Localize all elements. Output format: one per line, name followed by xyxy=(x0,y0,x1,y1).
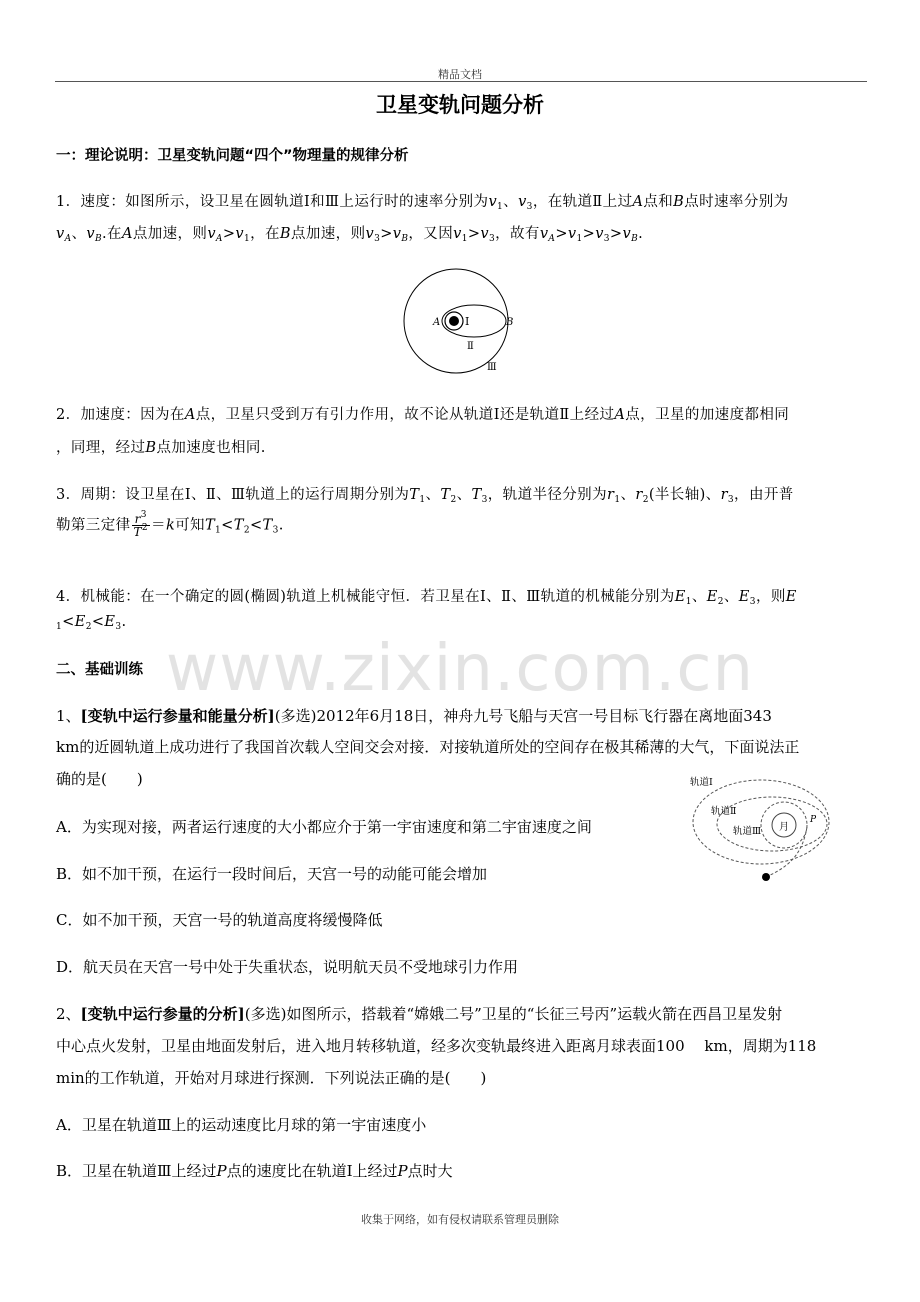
spacecraft-icon xyxy=(762,873,770,881)
page-header-label: 精品文档 xyxy=(438,68,482,81)
item3-line2: 勒第三定律 $\frac{r^3}{T^2}$ ＝k可知$T_1<T_2<T_3$. xyxy=(56,510,284,539)
point-p-label: P xyxy=(810,815,817,825)
item2-line1: 2．加速度：因为在A点，卫星只受到万有引力作用，故不论从轨道Ⅰ还是轨道Ⅱ上经过A点，卫星的加速度都相同 xyxy=(56,407,790,423)
header-divider xyxy=(55,81,867,82)
document-title: 卫星变轨问题分析 xyxy=(376,93,544,117)
section2-heading: 二、基础训练 xyxy=(56,662,143,678)
moon-orbit-diagram xyxy=(686,772,836,898)
q2-line1: 2、[变轨中运行参量的分析](多选)如图所示，搭载着“嫦娥二号”卫星的“长征三号丙”运载火箭在西昌卫星发射 xyxy=(56,1005,783,1023)
q1-option-a: A．为实现对接，两者运行速度的大小都应介于第一宇宙速度和第二宇宙速度之间 xyxy=(56,818,592,836)
item4-line2: $_1<E_2<E_3$. xyxy=(56,614,127,632)
transfer-trajectory xyxy=(766,827,807,877)
q1-option-b: B．如不加干预，在运行一段时间后，天宫一号的动能可能会增加 xyxy=(56,865,488,883)
orbit-1-ellipse xyxy=(693,780,829,864)
orbit-2-label: 轨道Ⅱ xyxy=(711,806,737,817)
orbit-2-label: Ⅱ xyxy=(467,341,474,352)
orbit-3-label: 轨道Ⅲ xyxy=(733,826,762,837)
item4-line1: 4．机械能：在一个确定的圆(椭圆)轨道上机械能守恒．若卫星在Ⅰ、Ⅱ、Ⅲ轨道的机械能分别为$E_1$、$E_2$、$E_3$，则E xyxy=(56,589,797,607)
q1-line1: 1、[变轨中运行参量和能量分析](多选)2012年6月18日，神舟九号飞船与天宫一号目标飞行器在离地面343 xyxy=(56,707,772,725)
q2-line2: 中心点火发射，卫星由地面发射后，进入地月转移轨道，经多次变轨最终进入距离月球表面100 km，周期为118 xyxy=(56,1037,817,1055)
q1-line2: km的近圆轨道上成功进行了我国首次载人空间交会对接．对接轨道所处的空间存在极其稀薄的大气，下面说法正 xyxy=(56,738,800,756)
section1-heading: 一：理论说明：卫星变轨问题“四个”物理量的规律分析 xyxy=(56,148,409,164)
orbit-diagram xyxy=(398,266,524,376)
q2-option-a: A．卫星在轨道Ⅲ上的运动速度比月球的第一宇宙速度小 xyxy=(56,1116,427,1134)
q2-line3: min的工作轨道，开始对月球进行探测．下列说法正确的是( ) xyxy=(56,1069,487,1087)
item1-line2: $v_A$、$v_B$.在A点加速，则$v_A>v_1$，在B点加速，则$v_3>v_B$，又因$v_1>v_3$，故有$v_A>v_1>v_3>v_B$. xyxy=(56,226,644,244)
orbit-3-label: Ⅲ xyxy=(487,362,497,373)
kepler-fraction: $\frac{r^3}{T^2}$ xyxy=(133,510,149,539)
earth-icon xyxy=(449,316,459,326)
point-a-label: A xyxy=(433,317,441,328)
item2-line2: ，同理，经过B点加速度也相同. xyxy=(56,440,266,456)
watermark: www.zixin.com.cn xyxy=(165,632,755,706)
moon-label: 月 xyxy=(779,822,789,833)
q1-option-c: C．如不加干预，天宫一号的轨道高度将缓慢降低 xyxy=(56,911,383,929)
orbit-1-label: Ⅰ xyxy=(465,315,470,328)
page-footer: 收集于网络，如有侵权请联系管理员删除 xyxy=(361,1213,559,1226)
item3-line1: 3．周期：设卫星在Ⅰ、Ⅱ、Ⅲ轨道上的运行周期分别为$T_1$、$T_2$、$T_3$，轨道半径分别为$r_1$、$r_2$(半长轴)、$r_3$，由开普 xyxy=(56,487,794,505)
point-b-label: B xyxy=(506,317,514,328)
q2-option-b: B．卫星在轨道Ⅲ上经过P点的速度比在轨道Ⅰ上经过P点时大 xyxy=(56,1162,453,1180)
q1-line3: 确的是( ) xyxy=(56,770,143,788)
orbit-1-label: 轨道Ⅰ xyxy=(690,777,713,788)
q1-option-d: D．航天员在天宫一号中处于失重状态，说明航天员不受地球引力作用 xyxy=(56,958,519,976)
item1-line1: 1．速度：如图所示，设卫星在圆轨道Ⅰ和Ⅲ上运行时的速率分别为$v_1$、$v_3$，在轨道Ⅱ上过A点和B点时速率分别为 xyxy=(56,194,789,212)
